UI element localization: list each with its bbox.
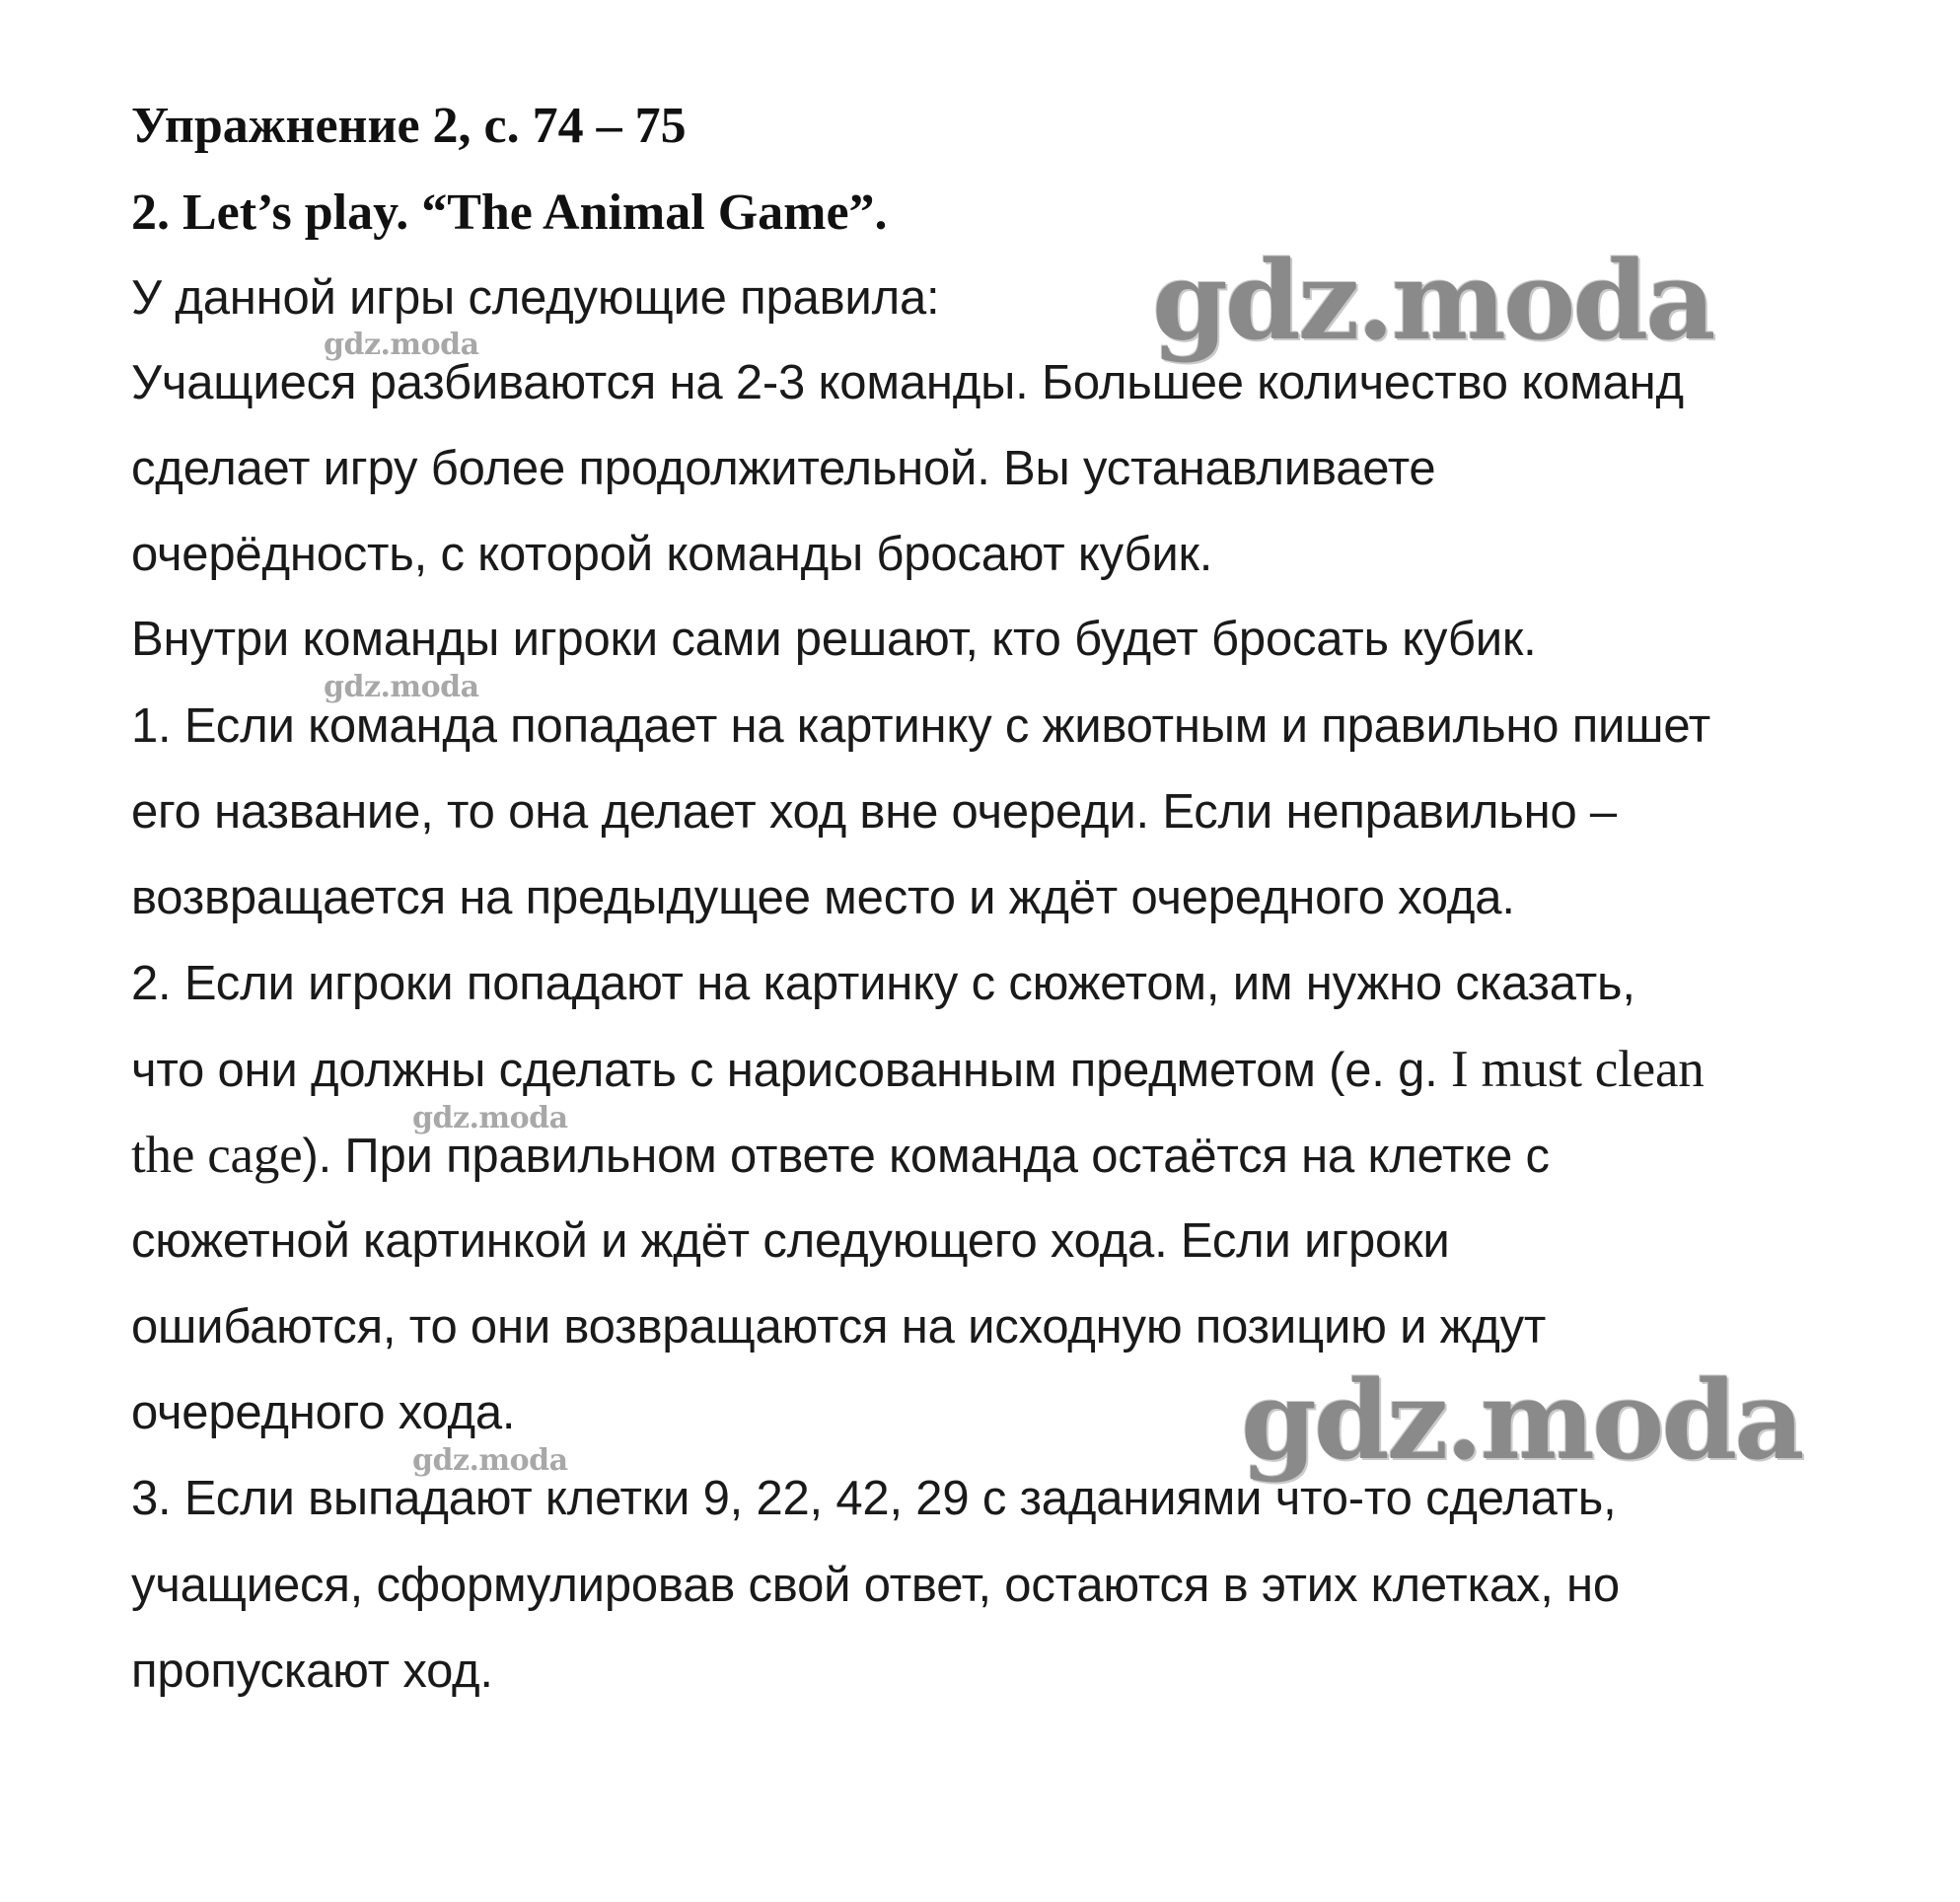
text-line: 2. Если игроки попадают на картинку с сюжетом, им нужно сказать,: [131, 957, 1635, 1010]
text-line: У данной игры следующие правила:: [131, 271, 940, 325]
text-line: 1. Если команда попадает на картинку с животным и правильно пишет: [131, 699, 1711, 753]
text-line: пропускают ход.: [131, 1645, 493, 1698]
watermark-small: gdz.moda: [412, 1443, 568, 1478]
text-line: сделает игру более продолжительной. Вы устанавливаете: [131, 442, 1436, 495]
text-line-part: что они должны сделать с нарисованным предметом (e. g.: [131, 1044, 1451, 1097]
text-line: 3. Если выпадают клетки 9, 22, 42, 29 с заданиями что-то сделать,: [131, 1472, 1617, 1525]
watermark-large: gdz.moda: [1241, 1356, 1802, 1484]
text-line: возвращается на предыдущее место и ждёт очередного хода.: [131, 871, 1515, 924]
exercise-title: Упражнение 2, с. 74 – 75: [131, 98, 687, 154]
text-line-part: ). При правильном ответе команда остаётся на клетке с: [302, 1130, 1550, 1183]
text-line: Внутри команды игроки сами решают, кто будет бросать кубик.: [131, 613, 1537, 666]
watermark-small: gdz.moda: [324, 670, 479, 704]
text-line: Учащиеся разбиваются на 2-3 команды. Большее количество команд: [131, 356, 1684, 409]
text-line: его название, то она делает ход вне очереди. Если неправильно –: [131, 785, 1617, 839]
text-line: очерёдность, с которой команды бросают кубик.: [131, 528, 1213, 581]
watermark-small: gdz.moda: [412, 1101, 568, 1135]
text-line: [131, 1126, 1550, 1186]
english-example: the cage: [131, 1127, 303, 1184]
text-line: ошибаются, то они возвращаются на исходную позицию и ждут: [131, 1300, 1547, 1353]
watermark-small: gdz.moda: [324, 328, 479, 362]
text-line: учащиеся, сформулировав свой ответ, остаются в этих клетках, но: [131, 1559, 1620, 1612]
text-line: [131, 1040, 1705, 1100]
exercise-subtitle: 2. Let’s play. “The Animal Game”.: [131, 184, 888, 241]
english-example: I must clean: [1450, 1041, 1705, 1098]
text-line: очередного хода.: [131, 1386, 516, 1439]
text-line: сюжетной картинкой и ждёт следующего хода. Если игроки: [131, 1214, 1450, 1268]
watermark-large: gdz.moda: [1152, 237, 1713, 364]
